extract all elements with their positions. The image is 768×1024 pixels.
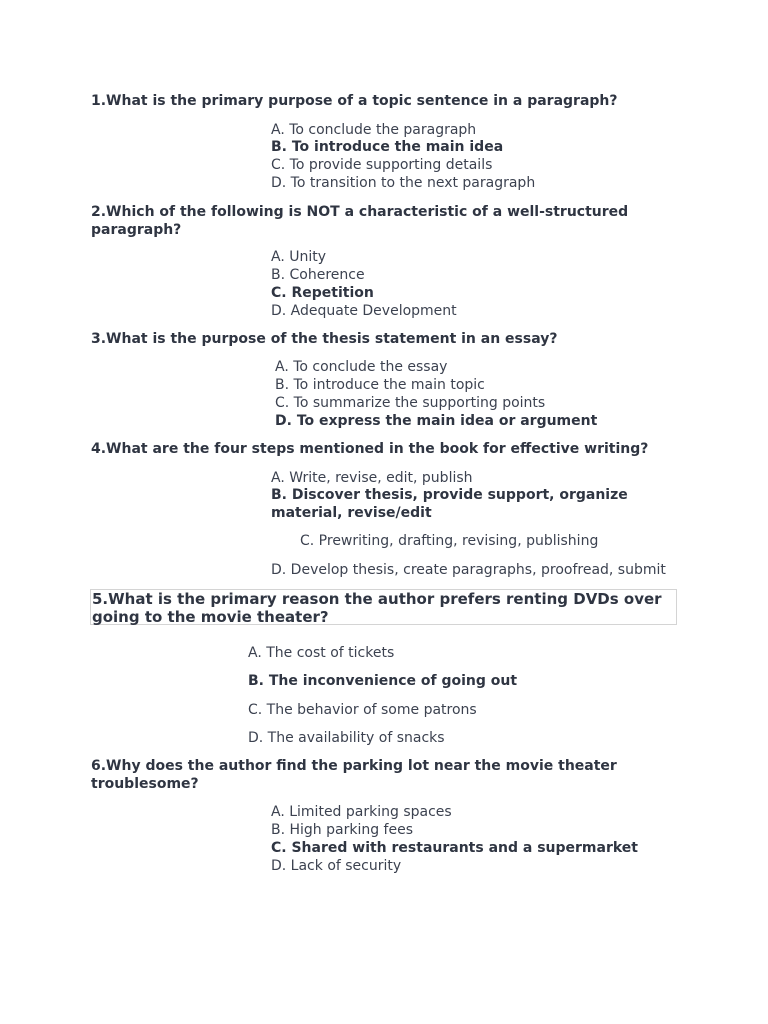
question-2-option-b: B. Coherence (271, 267, 365, 283)
question-5-option-a: A. The cost of tickets (248, 645, 395, 661)
question-5-option-d: D. The availability of snacks (248, 730, 445, 746)
question-6-option-a: A. Limited parking spaces (271, 804, 452, 820)
question-3-option-b: B. To introduce the main topic (275, 377, 485, 393)
question-2-option-a: A. Unity (271, 249, 327, 265)
question-6-text: 6.Why does the author find the parking lot near the movie theater troublesome? (91, 758, 617, 792)
question-6-option-c: C. Shared with restaurants and a supermarket (271, 840, 638, 856)
question-6-option-b: B. High parking fees (271, 822, 414, 838)
question-5-text: 5.What is the primary reason the author prefers renting DVDs over going to the movie theater? (90, 589, 677, 625)
question-5-option-b: B. The inconvenience of going out (248, 673, 518, 689)
question-5-option-c: C. The behavior of some patrons (248, 702, 477, 718)
question-2-option-c: C. Repetition (271, 285, 374, 301)
question-1-option-c: C. To provide supporting details (271, 157, 493, 173)
question-1-option-d: D. To transition to the next paragraph (271, 175, 536, 191)
question-2-option-d: D. Adequate Development (271, 303, 457, 319)
question-4-option-c: C. Prewriting, drafting, revising, publishing (300, 533, 599, 549)
question-3-option-d: D. To express the main idea or argument (275, 413, 598, 429)
question-1-text: 1.What is the primary purpose of a topic sentence in a paragraph? (91, 93, 618, 109)
question-4-text: 4.What are the four steps mentioned in the book for effective writing? (91, 441, 649, 457)
question-4-option-d: D. Develop thesis, create paragraphs, proofread, submit (271, 562, 666, 578)
question-1-option-a: A. To conclude the paragraph (271, 122, 477, 138)
question-3-option-c: C. To summarize the supporting points (275, 395, 546, 411)
question-6-option-d: D. Lack of security (271, 858, 402, 874)
question-3-text: 3.What is the purpose of the thesis statement in an essay? (91, 331, 558, 347)
question-4-option-a: A. Write, revise, edit, publish (271, 470, 473, 486)
question-1-option-b: B. To introduce the main idea (271, 139, 504, 155)
question-4-option-b: B. Discover thesis, provide support, organize material, revise/edit (271, 487, 628, 521)
question-3-option-a: A. To conclude the essay (275, 359, 448, 375)
question-2-text: 2.Which of the following is NOT a characteristic of a well-structured paragraph? (91, 204, 629, 238)
